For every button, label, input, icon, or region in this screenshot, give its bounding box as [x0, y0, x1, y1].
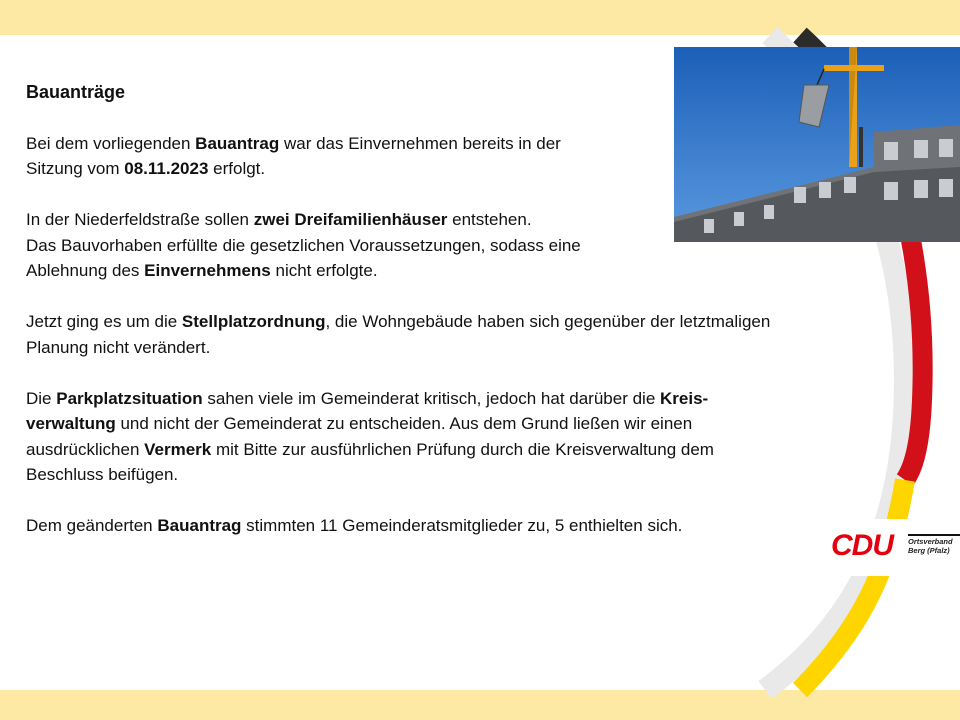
text-run: entstehen. [447, 210, 532, 229]
paragraph-1 [26, 131, 876, 182]
text-run: Die [26, 388, 57, 408]
text-run: mit Bitte zur ausführlichen Prüfung durch die Kreisverwaltung dem [211, 439, 714, 459]
text-run: sahen viele im Gemeinderat kritisch, jedoch hat darüber die [202, 388, 661, 408]
paragraph-3 [26, 309, 876, 360]
logo-rule [908, 534, 960, 536]
bold-term: Einvernehmens [144, 261, 271, 280]
text-run: Ablehnung des [26, 261, 145, 280]
cdu-logo [826, 519, 960, 576]
text-line [26, 207, 876, 233]
text-line [26, 131, 876, 157]
text-line [26, 437, 876, 463]
bold-term: Bauantrag [195, 133, 280, 153]
text-run: und nicht der Gemeinderat zu entscheiden. Aus dem Grund ließen wir einen [115, 414, 693, 433]
paragraph-2 [26, 207, 876, 284]
text-run: Sitzung vom [26, 159, 125, 178]
bold-term: Parkplatzsituation [56, 388, 203, 408]
logo-sub-line-2: Berg (Pfalz) [908, 546, 950, 555]
text-run: Dem geänderten [26, 516, 158, 535]
text-line [26, 513, 876, 539]
text-run: In der Niederfeldstraße sollen [26, 210, 254, 229]
bold-date: 08.11.2023 [124, 159, 209, 178]
text-run: , die Wohngebäude haben sich gegenüber der letztmaligen [325, 312, 771, 331]
page-title: Bauanträge [26, 82, 126, 102]
slide-content [26, 80, 876, 564]
paragraph-4 [26, 386, 876, 488]
text-run: Bei dem vorliegenden [26, 133, 196, 153]
text-line: Beschluss beifügen. [26, 465, 179, 484]
cdu-logo-text: CDU [831, 529, 893, 562]
bold-term: Stellplatzordnung [181, 312, 326, 331]
text-line: Planung nicht verändert. [26, 337, 211, 357]
text-line: Das Bauvorhaben erfüllte die gesetzlichen Voraussetzungen, sodass eine [26, 235, 581, 255]
logo-sub-line-1: Ortsverband [908, 537, 953, 546]
bold-term: zwei Dreifamilienhäuser [253, 210, 448, 229]
bold-term: Kreis- [660, 388, 709, 408]
bold-term: Vermerk [144, 439, 212, 459]
text-run: ausdrücklichen [26, 439, 145, 459]
bold-term: Bauantrag [157, 516, 242, 535]
text-line [26, 411, 876, 437]
text-run: stimmten 11 Gemeinderatsmitglieder zu, 5 enthielten sich. [241, 516, 683, 535]
text-run: nicht erfolgte. [270, 261, 378, 280]
text-run: Jetzt ging es um die [26, 312, 182, 331]
text-run: erfolgt. [208, 159, 266, 178]
text-line [26, 258, 876, 284]
text-line [26, 156, 876, 182]
text-run: war das Einvernehmen bereits in der [279, 133, 561, 153]
bold-term: verwaltung [26, 414, 116, 433]
text-line [26, 386, 876, 412]
paragraph-5 [26, 513, 876, 539]
text-line [26, 309, 876, 335]
logo-subtitle [908, 537, 953, 555]
